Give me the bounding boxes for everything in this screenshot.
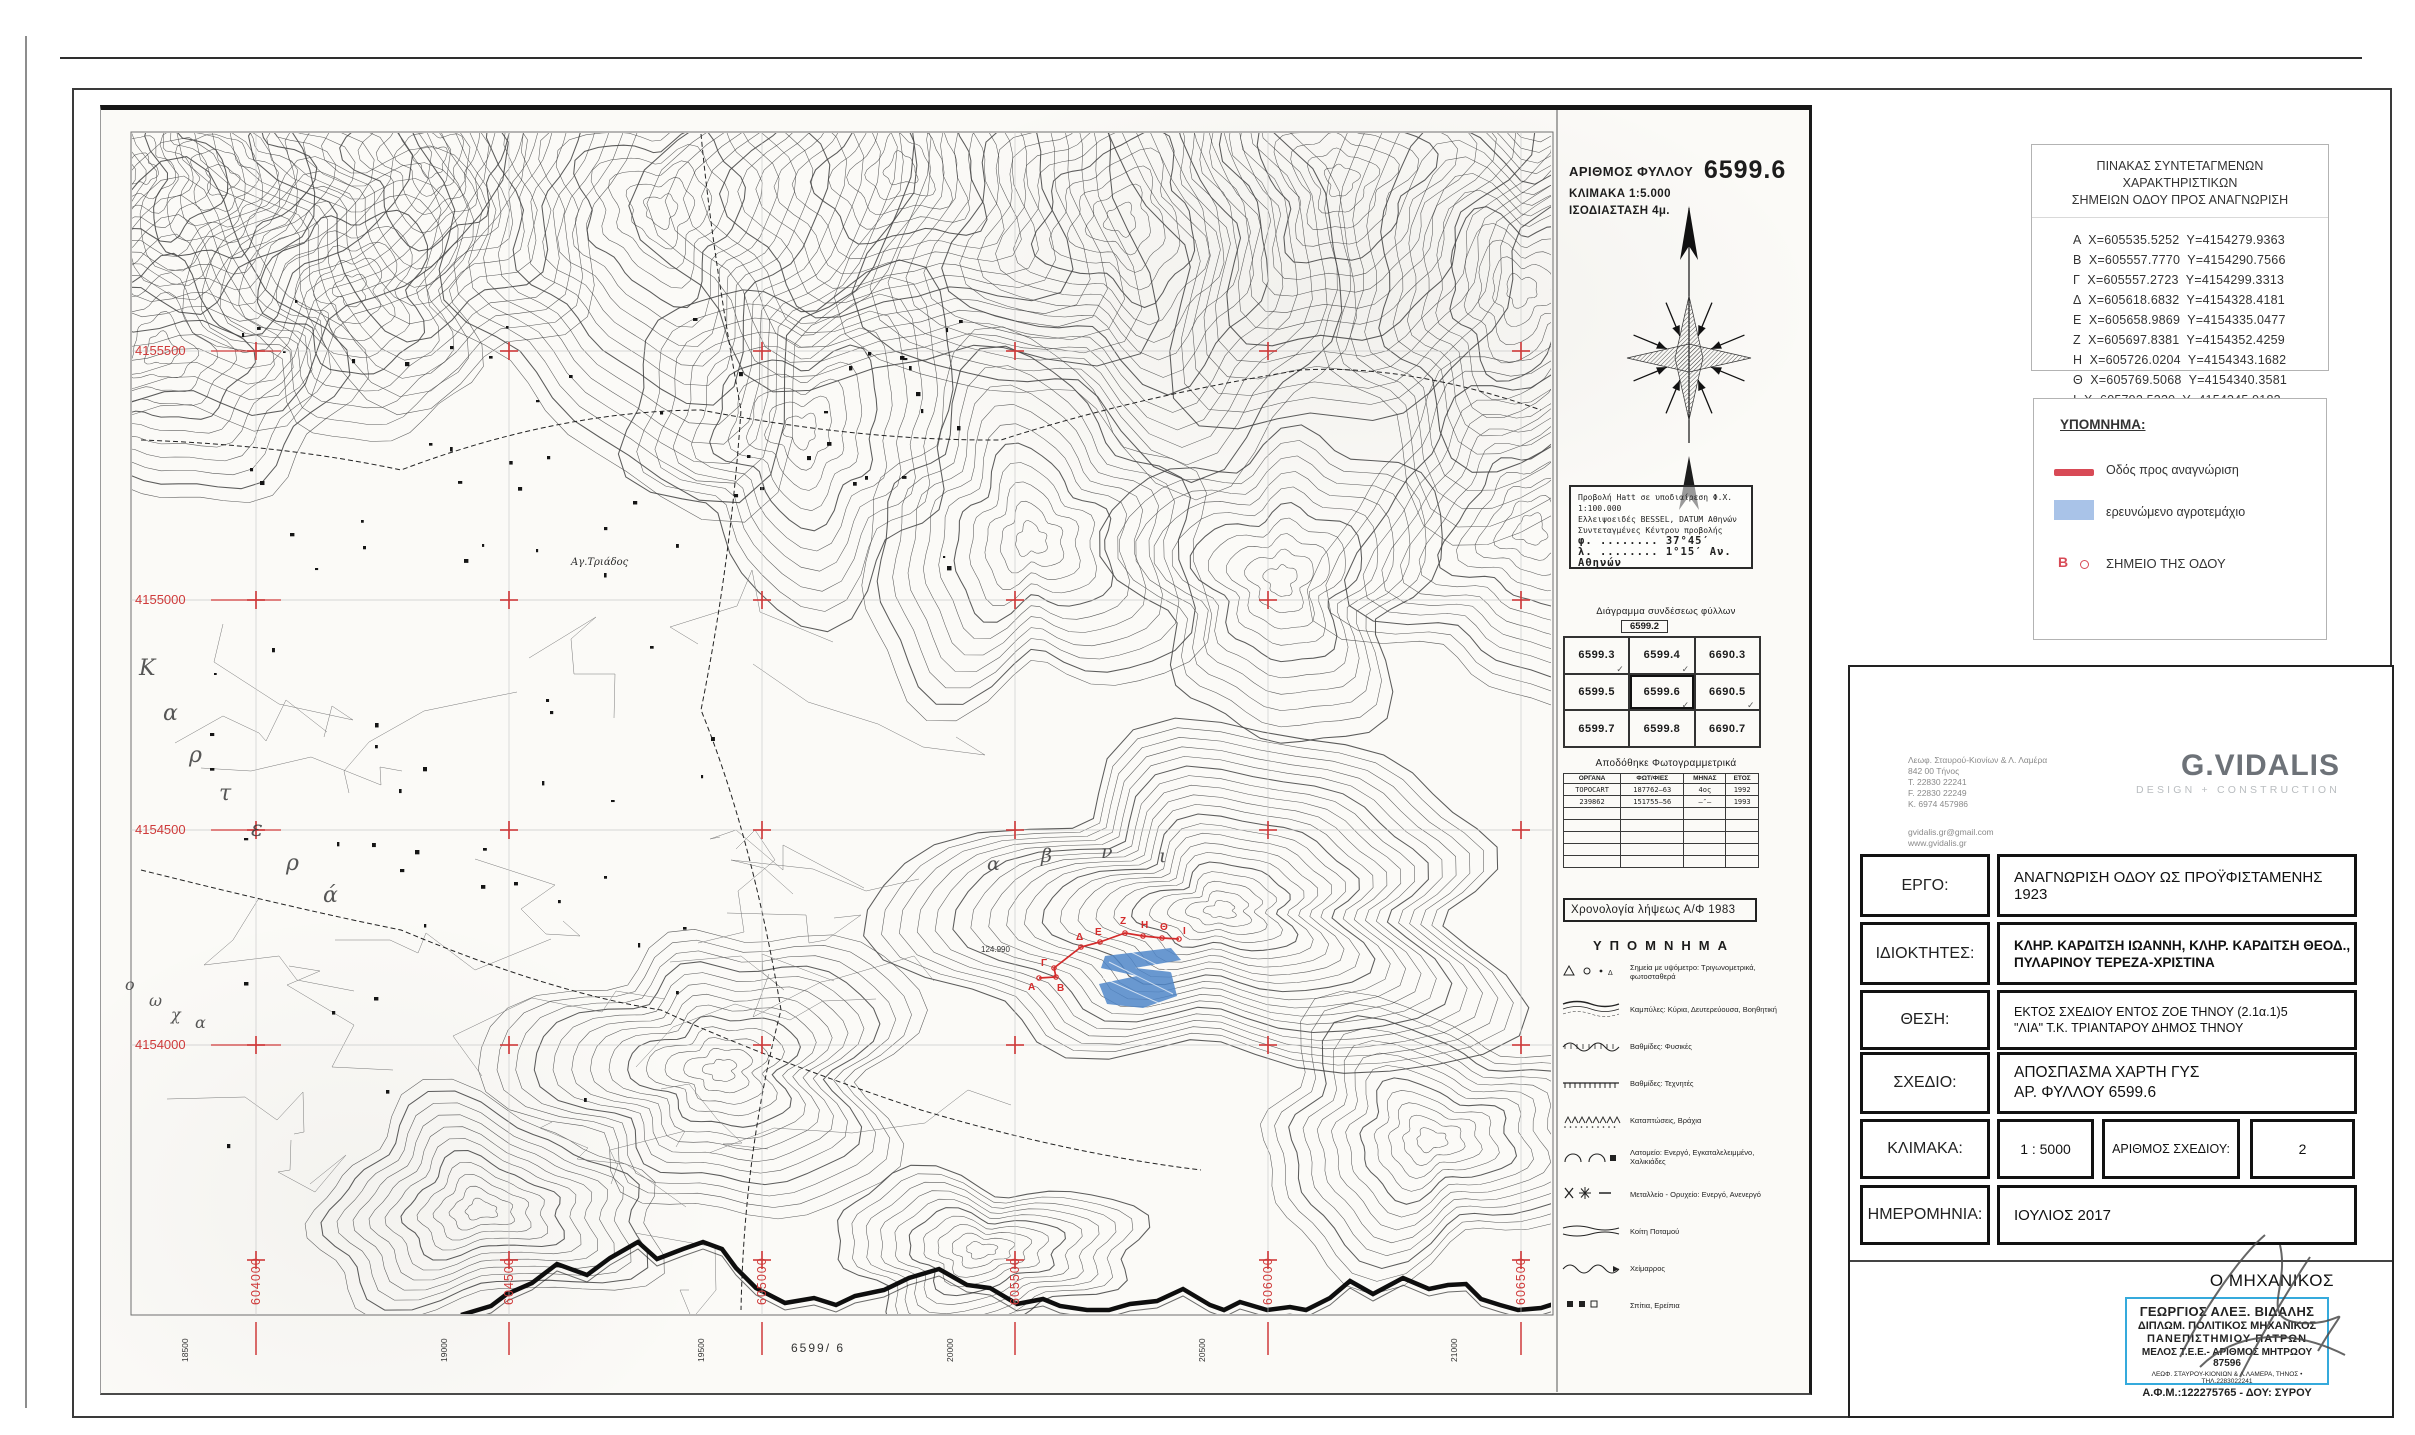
ergo-value-text: ΑΝΑΓΝΩΡΙΣΗ ΟΔΟΥ ΩΣ ΠΡΟΫΦΙΣΤΑΜΕΝΗΣ 1923 bbox=[2014, 868, 2323, 903]
sheet-index-cell: 6599.7 bbox=[1564, 710, 1629, 747]
coordinate-row: Ζ X=605697.8381 Y=4154352.4259 bbox=[2073, 333, 2285, 347]
svg-text:606500: 606500 bbox=[1514, 1257, 1528, 1305]
map-legend-symbol-icon bbox=[1561, 1073, 1623, 1093]
svg-text:6599/ 6: 6599/ 6 bbox=[791, 1341, 846, 1355]
map-legend-symbol-icon bbox=[1561, 1221, 1623, 1241]
svg-text:Ι: Ι bbox=[1183, 926, 1186, 937]
coordinates-title-line1: ΠΙΝΑΚΑΣ ΣΥΝΤΕΤΑΓΜΕΝΩΝ ΧΑΡΑΚΤΗΡΙΣΤΙΚΩΝ bbox=[2096, 159, 2264, 190]
coordinates-panel bbox=[2031, 144, 2329, 387]
svg-text:19000: 19000 bbox=[439, 1338, 449, 1362]
svg-text:20500: 20500 bbox=[1197, 1338, 1207, 1362]
svg-text:4154500: 4154500 bbox=[135, 822, 186, 837]
legend-parcel-label: ερευνώμενο αγροτεμάχιο bbox=[2106, 505, 2246, 519]
stamp-title: ΔΙΠΛΩΜ. ΠΟΛΙΤΙΚΟΣ ΜΗΧΑΝΙΚΟΣ bbox=[2137, 1320, 2317, 1332]
coordinate-row: Η X=605726.0204 Y=4154343.1682 bbox=[2073, 353, 2287, 367]
sheet-number-label: ΑΡΙΘΜΟΣ ΦΥΛΛΟΥ bbox=[1569, 164, 1694, 179]
title-block-divider bbox=[1850, 1260, 2392, 1262]
parcel-fill-symbol bbox=[2054, 500, 2094, 520]
coordinate-row: Ε X=605658.9869 Y=4154335.0477 bbox=[2073, 313, 2286, 327]
svg-text:Ε: Ε bbox=[1095, 927, 1102, 938]
sheet-index-title: Διάγραμμα συνδέσεως φύλλων bbox=[1596, 606, 1736, 617]
thesi-value-line2: "ΛΙΑ" Τ.Κ. ΤΡΙΑΝΤΑΡΟΥ ΔΗΜΟΣ ΤΗΝΟΥ bbox=[2014, 1021, 2244, 1035]
map-legend-item bbox=[1561, 962, 1803, 982]
map-legend-item-label: Χείμαρρος bbox=[1630, 1263, 1665, 1273]
map-sheet bbox=[100, 105, 1812, 1395]
svg-text:Β: Β bbox=[1057, 983, 1065, 994]
photogrammetric-note: Αποδόθηκε Φωτογραμμετρικά bbox=[1595, 758, 1737, 769]
coordinate-row: Β X=605557.7770 Y=4154290.7566 bbox=[2073, 253, 2286, 267]
map-legend-item-label: Βαθμίδες: Τεχνητές bbox=[1630, 1078, 1694, 1088]
stamp-university: ΠΑΝΕΠΙΣΤΗΜΙΟΥ ΠΑΤΡΩΝ bbox=[2146, 1333, 2308, 1345]
projection-lines: Προβολή Hatt σε υποδιαίρεση Φ.Χ. 1:100.000 Ελλειψοειδές BESSEL, DATUM Αθηνών Συντεταγμένες Κέντρου προβολής bbox=[1578, 493, 1737, 535]
sheet-index-grid bbox=[1563, 636, 1761, 748]
svg-text:Α: Α bbox=[1028, 982, 1036, 993]
map-legend-item bbox=[1561, 1295, 1803, 1315]
topographic-map bbox=[101, 110, 1809, 1392]
company-contact: gvidalis.gr@gmail.com www.gvidalis.gr bbox=[1908, 827, 1994, 848]
sheet-index-cell: 6599.5 bbox=[1564, 674, 1629, 711]
sheet-index-cell: 6599.3 ✓ bbox=[1564, 637, 1629, 674]
svg-text:Δ: Δ bbox=[1608, 970, 1613, 977]
map-legend-item bbox=[1561, 1110, 1803, 1130]
logo-subtitle: DESIGN + CONSTRUCTION bbox=[2135, 784, 2340, 796]
top-rule bbox=[60, 57, 2362, 59]
svg-text:604500: 604500 bbox=[502, 1257, 516, 1305]
stamp-name: ΓΕΩΡΓΙΟΣ ΑΛΕΞ. ΒΙΔΑΛΗΣ bbox=[2139, 1304, 2315, 1319]
scale-value-box: 1 : 5000 bbox=[1997, 1119, 2094, 1179]
sxedio-value-line2: ΑΡ. ΦΥΛΛΟΥ 6599.6 bbox=[2014, 1084, 2157, 1101]
map-legend-symbol-icon bbox=[1561, 1110, 1623, 1130]
field-label-imerominia: ΗΜΕΡΟΜΗΝΙΑ: bbox=[1860, 1185, 1990, 1245]
map-legend-item-label: Κοίτη Ποταμού bbox=[1630, 1226, 1680, 1236]
legend-point-label: ΣΗΜΕΙΟ ΤΗΣ ΟΔΟΥ bbox=[2106, 556, 2226, 571]
company-logo bbox=[2136, 749, 2340, 796]
left-margin-rule bbox=[25, 36, 27, 1408]
coordinates-list bbox=[2073, 230, 2287, 410]
svg-text:Γ: Γ bbox=[1041, 958, 1048, 969]
map-legend-symbol-icon bbox=[1561, 999, 1623, 1019]
svg-text:20000: 20000 bbox=[945, 1338, 955, 1362]
svg-text:ρ: ρ bbox=[189, 743, 202, 768]
projection-info-box bbox=[1569, 485, 1753, 569]
svg-text:605000: 605000 bbox=[755, 1257, 769, 1305]
map-legend-item bbox=[1561, 1036, 1803, 1056]
map-legend-item bbox=[1561, 999, 1803, 1019]
svg-text:Θ: Θ bbox=[1160, 922, 1168, 933]
photogrammetric-table: ΟΡΓΑΝΑ ΦΩΤ/ΦΙΕΣ ΜΗΝΑΣ ΕΤΟΣ TOPOCART 187762–63 4ος 1992 239862 151755–56 —″— 1993 bbox=[1563, 773, 1759, 868]
engineer-caption: Ο ΜΗΧΑΝΙΚΟΣ bbox=[2209, 1271, 2334, 1290]
compass-rose bbox=[1627, 206, 1751, 510]
coordinate-row: Γ X=605557.2723 Y=4154299.3313 bbox=[2073, 273, 2285, 287]
stamp-registry: ΜΕΛΟΣ Τ.Ε.Ε.- ΑΡΙΘΜΟΣ ΜΗΤΡΩΟΥ 87596 bbox=[2141, 1347, 2313, 1369]
svg-text:Αγ.Τριάδος: Αγ.Τριάδος bbox=[571, 557, 629, 568]
map-legend-item bbox=[1561, 1073, 1803, 1093]
svg-text:605500: 605500 bbox=[1008, 1257, 1022, 1305]
contour-interval: ΙΣΟΔΙΑΣΤΑΣΗ 4μ. bbox=[1569, 205, 1670, 217]
field-label-thesi: ΘΕΣΗ: bbox=[1860, 990, 1990, 1050]
sheet-index-cell: 6599.4 ✓ bbox=[1629, 637, 1694, 674]
svg-text:Κ: Κ bbox=[139, 656, 156, 681]
sxedio-value-line1: ΑΠΟΣΠΑΣΜΑ ΧΑΡΤΗ ΓΥΣ bbox=[2014, 1064, 2200, 1081]
idioktites-value-text: ΚΛΗΡ. ΚΑΡΔΙΤΣΗ ΙΩΑΝΝΗ, ΚΛΗΡ. ΚΑΡΔΙΤΣΗ ΘΕΟΔ., ΠΥΛΑΡΙΝΟΥ ΤΕΡΕΖΑ-ΧΡΙΣΤΙΝΑ bbox=[2014, 937, 2351, 970]
road-point-circle-icon bbox=[2080, 560, 2089, 569]
field-label-ergo: ΕΡΓΟ: bbox=[1860, 854, 1990, 917]
coordinates-title-line2: ΣΗΜΕΙΩΝ ΟΔΟΥ ΠΡΟΣ ΑΝΑΓΝΩΡΙΣΗ bbox=[2071, 193, 2289, 207]
title-block bbox=[1848, 665, 2394, 1418]
map-legend-item-label: Σπίτια, Ερείπια bbox=[1630, 1300, 1680, 1310]
svg-text:α: α bbox=[195, 1013, 206, 1032]
field-label-klimaka: ΚΛΙΜΑΚΑ: bbox=[1860, 1119, 1990, 1179]
sheet-index-cell: 6690.5 ✓ bbox=[1695, 674, 1760, 711]
map-legend-item-label: Λατομείο: Ενεργό, Εγκαταλελειμμένο, Χαλικιάδες bbox=[1630, 1148, 1755, 1166]
svg-text:ι: ι bbox=[1159, 845, 1167, 867]
logo-text: G.VIDALIS bbox=[2180, 749, 2340, 782]
svg-text:α: α bbox=[163, 701, 178, 726]
field-value-thesi bbox=[1997, 990, 2357, 1050]
map-legend-symbol-icon bbox=[1561, 1147, 1623, 1167]
legend-title: ΥΠΟΜΝΗΜΑ: bbox=[2060, 417, 2146, 432]
thesi-value-line1: ΕΚΤΟΣ ΣΧΕΔΙΟΥ ΕΝΤΟΣ ΖΟΕ ΤΗΝΟΥ (2.1α.1)5 bbox=[2014, 1005, 2288, 1019]
svg-text:ο: ο bbox=[125, 975, 135, 994]
company-address: Λεωφ. Σταυρού-Κιονίων & Λ. Λαμέρα 842 00 Τήνος Τ. 22830 22241 F. 22830 22249 Κ. 6974 457986 bbox=[1908, 755, 2048, 809]
engineer-stamp bbox=[2125, 1297, 2329, 1399]
sheet-header bbox=[1569, 154, 1799, 217]
svg-text:4154000: 4154000 bbox=[135, 1037, 186, 1052]
map-symbols-legend-title: ΥΠΟΜΝΗΜΑ bbox=[1593, 938, 1735, 953]
svg-text:4155500: 4155500 bbox=[135, 343, 186, 358]
map-symbols-legend bbox=[1561, 962, 1803, 1332]
field-value-ergo bbox=[1997, 854, 2357, 917]
map-legend-item-label: Βαθμίδες: Φυσικές bbox=[1630, 1041, 1692, 1051]
map-legend-symbol-icon bbox=[1561, 1295, 1623, 1315]
sheet-index-cell: 6599.6 ✓ bbox=[1629, 674, 1694, 711]
sheet-index-cell: 6690.3 bbox=[1695, 637, 1760, 674]
map-legend-item-label: Καταπτώσεις, Βράχια bbox=[1630, 1115, 1702, 1125]
svg-text:19500: 19500 bbox=[696, 1338, 706, 1362]
svg-text:18500: 18500 bbox=[180, 1338, 190, 1362]
map-legend-symbol-icon bbox=[1561, 962, 1623, 982]
svg-text:τ: τ bbox=[219, 781, 232, 806]
sheet-scale: ΚΛΙΜΑΚΑ 1:5.000 bbox=[1569, 188, 1671, 200]
svg-text:4155000: 4155000 bbox=[135, 592, 186, 607]
coordinate-row: Δ X=605618.6832 Y=4154328.4181 bbox=[2073, 293, 2285, 307]
sheet-index-above: 6599.2 bbox=[1621, 620, 1668, 633]
svg-text:ω: ω bbox=[149, 991, 163, 1010]
map-legend-symbol-icon bbox=[1561, 1184, 1623, 1204]
svg-text:ά: ά bbox=[323, 883, 338, 908]
map-legend-symbol-icon bbox=[1561, 1036, 1623, 1056]
map-legend-item bbox=[1561, 1147, 1803, 1167]
svg-text:χ: χ bbox=[171, 1005, 181, 1024]
stamp-afm: Α.Φ.Μ.:122275765 - ΔΟΥ: ΣΥΡΟΥ bbox=[2142, 1387, 2312, 1399]
svg-text:21000: 21000 bbox=[1449, 1338, 1459, 1362]
imerominia-value-text: ΙΟΥΛΙΟΣ 2017 bbox=[2014, 1206, 2111, 1224]
svg-text:606000: 606000 bbox=[1261, 1257, 1275, 1305]
field-value-imerominia bbox=[1997, 1185, 2357, 1245]
svg-text:124.990: 124.990 bbox=[981, 945, 1010, 954]
road-line-symbol bbox=[2054, 469, 2094, 476]
svg-text:Ζ: Ζ bbox=[1120, 916, 1127, 927]
drawing-number-label-box: ΑΡΙΘΜΟΣ ΣΧΕΔΙΟΥ: bbox=[2102, 1119, 2240, 1179]
svg-text:Η: Η bbox=[1141, 920, 1149, 931]
svg-text:ν: ν bbox=[1101, 841, 1113, 863]
projection-lambda: λ. ........ 1°15′ Αν. Αθηνών bbox=[1578, 546, 1732, 569]
legend-road-label: Οδός προς αναγνώριση bbox=[2106, 463, 2239, 477]
svg-text:β: β bbox=[1041, 845, 1052, 867]
acquisition-date-box: Χρονολογία λήψεως Α/Φ 1983 bbox=[1563, 898, 1757, 922]
map-legend-item-label: Μεταλλείο - Ορυχείο: Ενεργό, Ανενεργό bbox=[1630, 1189, 1761, 1199]
field-value-idioktites bbox=[1997, 922, 2357, 985]
projection-phi: φ. ........ 37°45′ bbox=[1578, 535, 1710, 547]
field-value-sxedio bbox=[1997, 1052, 2357, 1114]
field-label-idioktites: ΙΔΙΟΚΤΗΤΕΣ: bbox=[1860, 922, 1990, 985]
coordinate-row: Θ X=605769.5068 Y=4154340.3581 bbox=[2073, 373, 2287, 387]
stamp-address: ΛΕΩΦ. ΣΤΑΥΡΟΥ-ΚΙΟΝΙΩΝ & Λ.ΛΑΜΕΡΑ, ΤΗΝΟΣ • ΤΗΛ.2283022241 bbox=[2151, 1371, 2303, 1385]
sheet-index-cell: 6690.7 bbox=[1695, 710, 1760, 747]
svg-text:604000: 604000 bbox=[249, 1257, 263, 1305]
sheet-number: 6599.6 bbox=[1703, 156, 1787, 184]
svg-text:Δ: Δ bbox=[1076, 932, 1084, 943]
road-point-symbol: Β bbox=[2058, 554, 2069, 570]
drawing-number-value-box: 2 bbox=[2250, 1119, 2355, 1179]
map-legend-item-label: Καμπύλες: Κύρια, Δευτερεύουσα, Βοηθητική bbox=[1630, 1004, 1777, 1014]
map-legend-item bbox=[1561, 1258, 1803, 1278]
coordinate-row: Α X=605535.5252 Y=4154279.9363 bbox=[2073, 233, 2285, 247]
map-legend-item-label: Σημεία με υψόμετρο: Τριγωνομετρικά, φωτοσταθερά bbox=[1630, 963, 1756, 981]
svg-text:α: α bbox=[987, 853, 1000, 875]
svg-text:ρ: ρ bbox=[286, 851, 299, 876]
field-label-sxedio: ΣΧΕΔΙΟ: bbox=[1860, 1052, 1990, 1114]
map-legend-item bbox=[1561, 1221, 1803, 1241]
map-legend-symbol-icon bbox=[1561, 1258, 1623, 1278]
map-legend-item bbox=[1561, 1184, 1803, 1204]
coordinates-panel-title bbox=[2032, 145, 2328, 218]
legend-panel bbox=[2033, 398, 2327, 640]
svg-text:ε: ε bbox=[251, 817, 263, 842]
sheet-index-cell: 6599.8 bbox=[1629, 710, 1694, 747]
